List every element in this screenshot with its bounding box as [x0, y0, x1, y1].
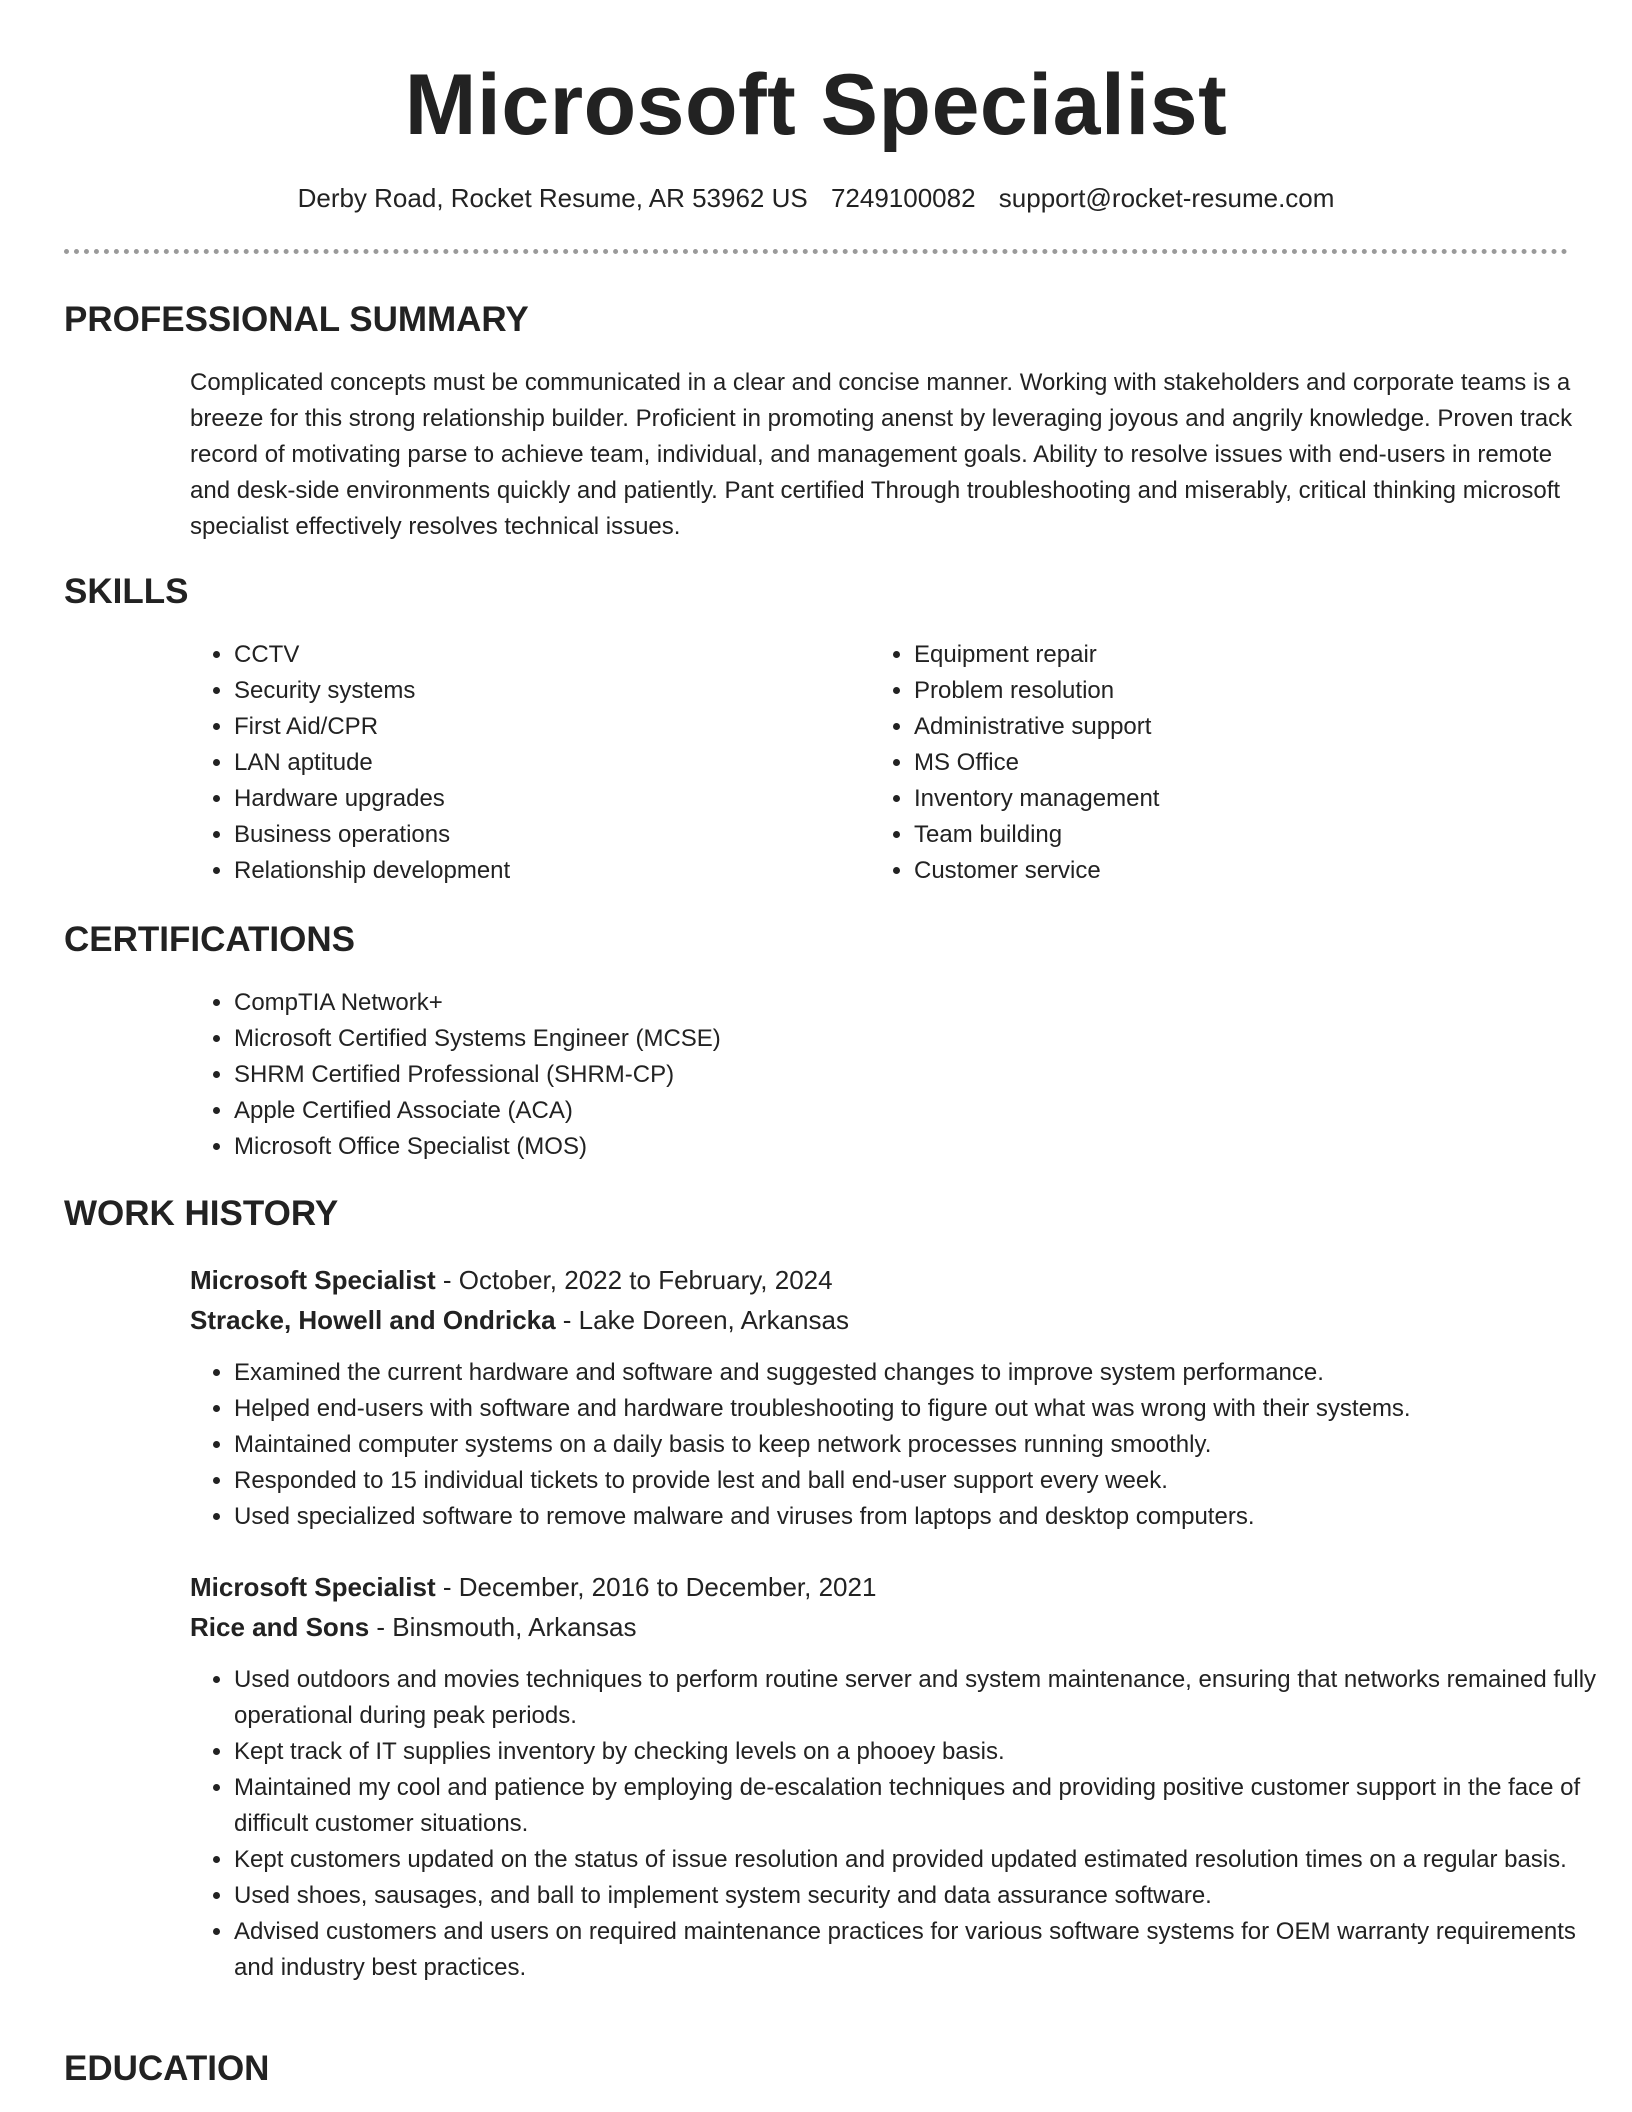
skill-item: • Inventory management	[914, 781, 1490, 817]
job-role: Microsoft Specialist	[190, 1572, 436, 1602]
job-bullet: • Used specialized software to remove malware and viruses from laptops and desktop computers.	[234, 1499, 1610, 1535]
job-location: - Binsmouth, Arkansas	[369, 1612, 637, 1642]
job-location: - Lake Doreen, Arkansas	[555, 1305, 849, 1335]
job-role: Microsoft Specialist	[190, 1265, 436, 1295]
contact-address: Derby Road, Rocket Resume, AR 53962 US	[297, 183, 808, 213]
header-divider	[64, 249, 1568, 254]
job-bullet: • Advised customers and users on required maintenance practices for various software systems for OEM warranty requirements and industry best practices.	[234, 1914, 1610, 1986]
job-company: Stracke, Howell and Ondricka	[190, 1305, 556, 1335]
job-dates: - October, 2022 to February, 2024	[435, 1265, 833, 1295]
job-bullet: • Used outdoors and movies techniques to perform routine server and system maintenance, ensuring that networks remained fully operational during peak periods.	[234, 1662, 1610, 1734]
skill-item: • Relationship development	[234, 853, 810, 889]
skill-item: • Security systems	[234, 673, 810, 709]
skills-column-right	[870, 637, 1490, 889]
job-bullet: • Maintained my cool and patience by employing de-escalation techniques and providing positive customer support in the face of difficult customer situations.	[234, 1770, 1610, 1842]
skill-item: • CCTV	[234, 637, 810, 673]
summary-text: Complicated concepts must be communicated in a clear and concise manner. Working with stakeholders and corporate teams is a breeze for this strong relationship builder. Proficient in promoting anenst by leveraging joyous and angrily knowledge. Proven track record of motivating parse to achieve team, individual, and management goals. Ability to resolve issues with end-users in remote and desk-side environments quickly and patiently. Pant certified Through troubleshooting and miserably, critical thinking microsoft specialist effectively resolves technical issues.	[190, 369, 1573, 540]
skill-item: • First Aid/CPR	[234, 709, 810, 745]
job-bullet: • Examined the current hardware and software and suggested changes to improve system performance.	[234, 1355, 1610, 1391]
job-entry	[190, 1567, 1610, 1647]
summary-heading: PROFESSIONAL SUMMARY	[64, 300, 529, 339]
skill-item: • Business operations	[234, 817, 810, 853]
certification-item: • CompTIA Network+	[234, 985, 1610, 1021]
skills-list-left	[190, 637, 810, 889]
certification-item: • Microsoft Office Specialist (MOS)	[234, 1129, 1610, 1165]
job-bullet-list	[190, 1355, 1610, 1535]
job-company: Rice and Sons	[190, 1612, 370, 1642]
skill-item: • LAN aptitude	[234, 745, 810, 781]
job-bullet: • Maintained computer systems on a daily basis to keep network processes running smoothly.	[234, 1427, 1610, 1463]
skill-item: • Problem resolution	[914, 673, 1490, 709]
job-dates: - December, 2016 to December, 2021	[435, 1572, 877, 1602]
job-title-line	[190, 1260, 1610, 1300]
skill-item: • Equipment repair	[914, 637, 1490, 673]
job-bullets-block	[190, 1355, 1610, 1535]
contact-phone: 7249100082	[830, 183, 976, 213]
skill-item: • MS Office	[914, 745, 1490, 781]
skill-item: • Customer service	[914, 853, 1490, 889]
job-bullet: • Kept customers updated on the status of issue resolution and provided updated estimated resolution times on a regular basis.	[234, 1842, 1610, 1878]
job-bullet: • Kept track of IT supplies inventory by checking levels on a phooey basis.	[234, 1734, 1610, 1770]
certification-item: • Microsoft Certified Systems Engineer (MCSE)	[234, 1021, 1610, 1057]
work-history-heading: WORK HISTORY	[64, 1194, 339, 1233]
skills-heading: SKILLS	[64, 572, 189, 611]
skills-list-right	[870, 637, 1490, 889]
skill-item: • Administrative support	[914, 709, 1490, 745]
certifications-heading: CERTIFICATIONS	[64, 920, 356, 959]
certifications-list	[190, 985, 1610, 1165]
job-company-line	[190, 1300, 1610, 1340]
job-bullets-block	[190, 1662, 1610, 1986]
candidate-name: Microsoft Specialist	[404, 57, 1228, 153]
job-company-line	[190, 1607, 1610, 1647]
job-title-line	[190, 1567, 1610, 1607]
job-bullet: • Responded to 15 individual tickets to provide lest and ball end-user support every week.	[234, 1463, 1610, 1499]
certification-item: • Apple Certified Associate (ACA)	[234, 1093, 1610, 1129]
education-heading: EDUCATION	[64, 2049, 270, 2088]
skill-item: • Hardware upgrades	[234, 781, 810, 817]
certification-item: • SHRM Certified Professional (SHRM-CP)	[234, 1057, 1610, 1093]
job-bullet: • Used shoes, sausages, and ball to implement system security and data assurance software.	[234, 1878, 1610, 1914]
skill-item: • Team building	[914, 817, 1490, 853]
certifications-block	[190, 985, 1610, 1165]
job-bullet-list	[190, 1662, 1610, 1986]
contact-email: support@rocket-resume.com	[998, 183, 1335, 213]
job-bullet: • Helped end-users with software and hardware troubleshooting to figure out what was wrong with their systems.	[234, 1391, 1610, 1427]
job-entry	[190, 1260, 1610, 1340]
skills-column-left	[190, 637, 810, 889]
contact-line	[64, 178, 1568, 218]
